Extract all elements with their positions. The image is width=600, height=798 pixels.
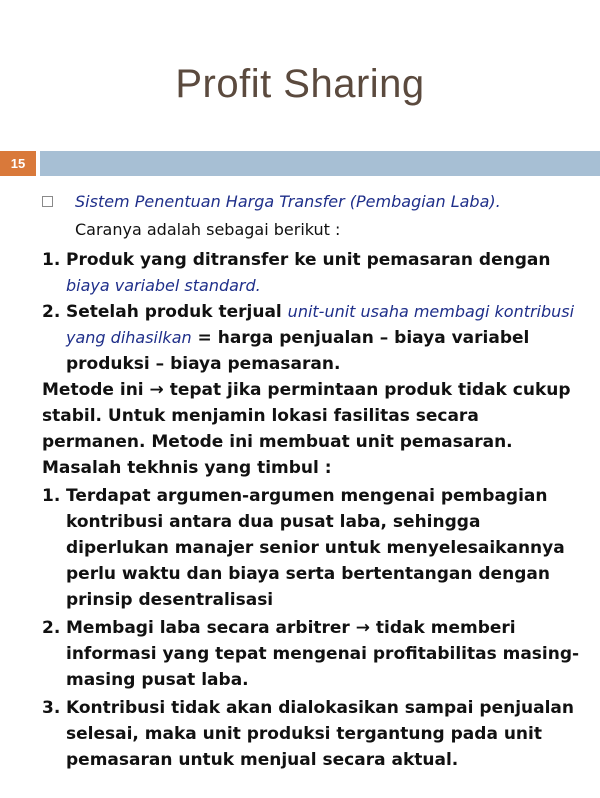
step-text: produksi – biaya pemasaran. xyxy=(66,354,341,374)
problem-line: pemasaran untuk menjual secara aktual. xyxy=(66,750,459,770)
method-line xyxy=(42,378,571,402)
problem-line: masing pusat laba. xyxy=(66,670,249,690)
problem-number: 1. xyxy=(42,486,61,506)
method-text: Metode ini xyxy=(42,380,150,400)
step-text: Produk yang ditransfer ke unit pemasaran dengan xyxy=(66,250,551,270)
problem-number: 3. xyxy=(42,698,61,718)
step-text-highlight: biaya variabel standard. xyxy=(66,276,261,295)
header-bar xyxy=(40,151,600,176)
problem-line: diperlukan manajer senior untuk menyelesaikannya xyxy=(66,538,565,558)
problem-line xyxy=(66,616,516,640)
page-number-badge: 15 xyxy=(0,151,36,176)
step-number: 1. xyxy=(42,250,61,270)
step-text-highlight: yang dihasilkan xyxy=(66,328,192,347)
step-number: 2. xyxy=(42,302,61,322)
problem-line: prinsip desentralisasi xyxy=(66,590,274,610)
problem-line: Kontribusi tidak akan dialokasikan sampai penjualan xyxy=(66,698,575,718)
problem-line: perlu waktu dan biaya serta bertentangan dengan xyxy=(66,564,550,584)
problem-text: Membagi laba secara arbitrer xyxy=(66,618,356,638)
problem-line: informasi yang tepat mengenai profitabilitas masing- xyxy=(66,644,580,664)
bullet-heading: Sistem Penentuan Harga Transfer (Pembagian Laba). xyxy=(75,192,501,211)
step-text xyxy=(66,326,529,350)
problem-line: selesai, maka unit produksi tergantung pada unit xyxy=(66,724,542,744)
right-arrow-icon: → xyxy=(355,618,370,638)
method-text: tepat jika permintaan produk tidak cukup xyxy=(163,380,571,400)
step-text-part: = harga penjualan – biaya variabel xyxy=(191,328,530,348)
problem-number: 2. xyxy=(42,618,61,638)
problem-line: kontribusi antara dua pusat laba, sehingga xyxy=(66,512,481,532)
bullet-intro: Caranya adalah sebagai berikut : xyxy=(75,220,341,239)
step-text xyxy=(66,300,574,324)
method-line: stabil. Untuk menjamin lokasi fasilitas secara xyxy=(42,406,479,426)
square-bullet-icon xyxy=(42,196,53,207)
right-arrow-icon: → xyxy=(149,380,164,400)
method-line: permanen. Metode ini membuat unit pemasaran. xyxy=(42,432,513,452)
problem-line: Terdapat argumen-argumen mengenai pembagian xyxy=(66,486,548,506)
slide-title: Profit Sharing xyxy=(175,62,425,106)
problem-text: tidak memberi xyxy=(370,618,516,638)
step-text-part: Setelah produk terjual xyxy=(66,302,288,322)
step-text-highlight: unit-unit usaha membagi kontribusi xyxy=(287,302,575,321)
problems-heading: Masalah tekhnis yang timbul : xyxy=(42,458,332,478)
